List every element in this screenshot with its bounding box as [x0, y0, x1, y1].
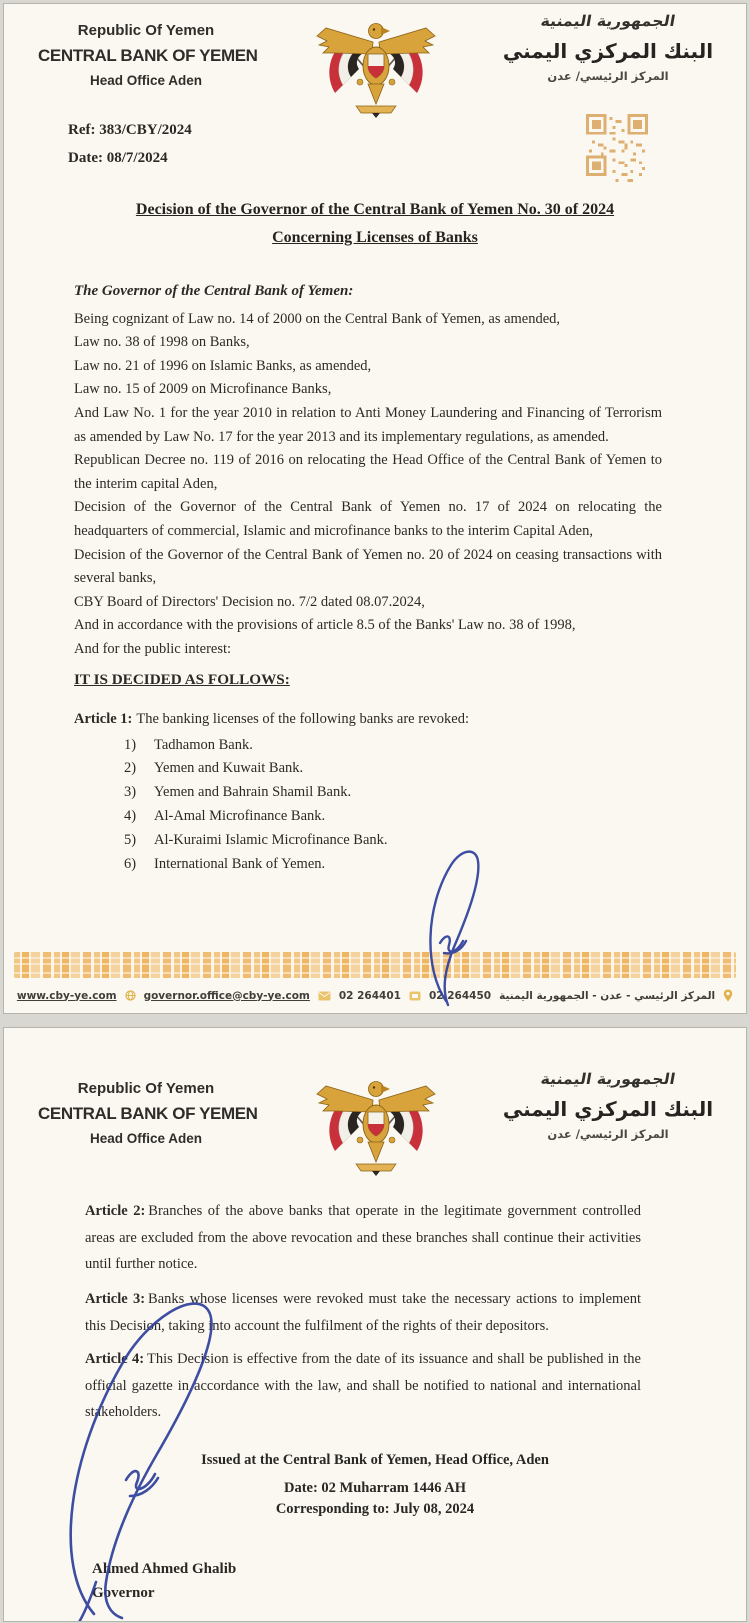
website-link[interactable]: www.cby-ye.com	[16, 989, 117, 1002]
page-1	[3, 3, 747, 1014]
article-2-text: Branches of the above banks that operate in the legitimate government controlled areas are excluded from the above revocation and these branches shall continue their activities until further notice.	[85, 1203, 641, 1273]
governor-signature-icon	[42, 1284, 272, 1622]
letterhead-english	[38, 1080, 258, 1146]
preamble-line: And in accordance with the provisions of article 8.5 of the Banks' Law no. 38 of 1998,	[74, 617, 576, 634]
office-name-arabic: المركز الرئيسي/ عدن	[547, 1127, 669, 1141]
document-date: Date: 08/7/2024	[68, 150, 168, 166]
country-name: Republic Of Yemen	[77, 1080, 215, 1097]
signatory-name: Ahmed Ahmed Ghalib	[92, 1561, 237, 1577]
article-1-text: The banking licenses of the following banks are revoked:	[136, 711, 469, 728]
article-2-label: Article 2:	[85, 1203, 146, 1219]
article-3-text: Banks whose licenses were revoked must take the necessary actions to implement this Decision, taking into account the fulfilment of the rights of their depositors.	[85, 1291, 641, 1334]
preamble-line: Decision of the Governor of the Central Bank of Yemen no. 20 of 2024 on ceasing transactions with several banks,	[74, 546, 662, 587]
article-1	[74, 708, 662, 732]
yemen-coat-of-arms-icon	[310, 14, 442, 118]
phone-number: 02 264401	[338, 989, 401, 1002]
preamble-line: And for the public interest:	[74, 640, 232, 657]
preamble-heading: The Governor of the Central Bank of Yemen:	[74, 283, 354, 299]
page-footer	[4, 989, 746, 1002]
revoked-banks-list	[74, 734, 662, 877]
country-name-arabic: الجمهورية اليمنية	[539, 12, 677, 30]
article-1-label: Article 1:	[74, 711, 133, 728]
address-arabic: المركز الرئيسي - عدن - الجمهورية اليمنية	[499, 989, 716, 1002]
bank-name-arabic: البنك المركزي اليمني	[502, 1097, 714, 1121]
list-item: 6) International Bank of Yemen.	[124, 855, 326, 872]
decision-body	[74, 280, 662, 876]
office-name: Head Office Aden	[89, 1131, 203, 1146]
governor-signature-icon	[404, 847, 504, 1009]
location-pin-icon	[723, 989, 733, 1002]
preamble-line: Law no. 15 of 2009 on Microfinance Banks,	[74, 381, 332, 398]
reference-block	[68, 116, 192, 172]
gregorian-date-line: Corresponding to: July 08, 2024	[275, 1501, 475, 1517]
bank-name: CENTRAL BANK OF YEMEN	[38, 46, 258, 65]
decorative-microtext-strip	[14, 952, 736, 978]
office-name-arabic: المركز الرئيسي/ عدن	[547, 69, 669, 83]
letterhead-arabic	[486, 12, 730, 83]
decided-heading: IT IS DECIDED AS FOLLOWS:	[74, 670, 290, 688]
preamble-line: Being cognizant of Law no. 14 of 2000 on the Central Bank of Yemen, as amended,	[74, 310, 561, 327]
letterhead-arabic	[486, 1070, 730, 1141]
issued-at-line: Issued at the Central Bank of Yemen, Head Office, Aden	[201, 1452, 549, 1468]
signatory-title: Governor	[92, 1585, 155, 1601]
list-item: 4) Al-Amal Microfinance Bank.	[124, 808, 326, 825]
envelope-icon	[318, 991, 331, 1001]
title-line-1: Decision of the Governor of the Central Bank of Yemen No. 30 of 2024	[135, 201, 615, 218]
list-item: 3) Yemen and Bahrain Shamil Bank.	[124, 784, 352, 801]
fax-number: 02 264450	[428, 989, 492, 1002]
yemen-coat-of-arms-icon	[310, 1072, 442, 1176]
email-link[interactable]: governor.office@cby-ye.com	[143, 989, 310, 1002]
preamble-line: Law no. 38 of 1998 on Banks,	[74, 334, 250, 351]
globe-icon	[125, 990, 136, 1001]
list-item: 2) Yemen and Kuwait Bank.	[124, 760, 304, 777]
list-item: 5) Al-Kuraimi Islamic Microfinance Bank.	[124, 831, 388, 848]
qr-code-icon	[586, 114, 648, 182]
reference-number: Ref: 383/CBY/2024	[68, 122, 192, 138]
article-2	[85, 1198, 641, 1278]
country-name-arabic: الجمهورية اليمنية	[539, 1070, 677, 1088]
decision-title	[4, 201, 746, 247]
title-line-2: Concerning Licenses of Banks	[272, 229, 478, 246]
preamble-line: And Law No. 1 for the year 2010 in relation to Anti Money Laundering and Financing of Terrorism as amended by Law No. 17 for the year 2013 and its implementary regulations, as amended.	[74, 404, 662, 445]
article-3-label: Article 3:	[85, 1291, 146, 1307]
bank-name-arabic: البنك المركزي اليمني	[502, 39, 714, 63]
preamble-line: Decision of the Governor of the Central Bank of Yemen no. 17 of 2024 on relocating the headquarters of commercial, Islamic and microfinance banks to the interim Capital Aden,	[74, 499, 662, 539]
page-2	[3, 1027, 747, 1622]
letterhead	[4, 1062, 746, 1202]
country-name: Republic Of Yemen	[77, 22, 215, 39]
preamble-line: CBY Board of Directors' Decision no. 7/2 dated 08.07.2024,	[74, 593, 425, 610]
article-4-label: Article 4:	[85, 1351, 145, 1367]
preamble-line: Law no. 21 of 1996 on Islamic Banks, as amended,	[74, 357, 372, 374]
office-name: Head Office Aden	[89, 73, 203, 88]
list-item: 1) Tadhamon Bank.	[124, 736, 253, 753]
bank-name: CENTRAL BANK OF YEMEN	[38, 1104, 258, 1123]
hijri-date-line: Date: 02 Muharram 1446 AH	[283, 1480, 467, 1496]
preamble-line: Republican Decree no. 119 of 2016 on relocating the Head Office of the Central Bank of Yemen to the interim capital Aden,	[74, 452, 662, 492]
letterhead-english	[38, 22, 258, 88]
article-4-text: This Decision is effective from the date of its issuance and shall be published in the official gazette in accordance with the law, and shall be notified to national and international stakeholders.	[85, 1351, 641, 1421]
